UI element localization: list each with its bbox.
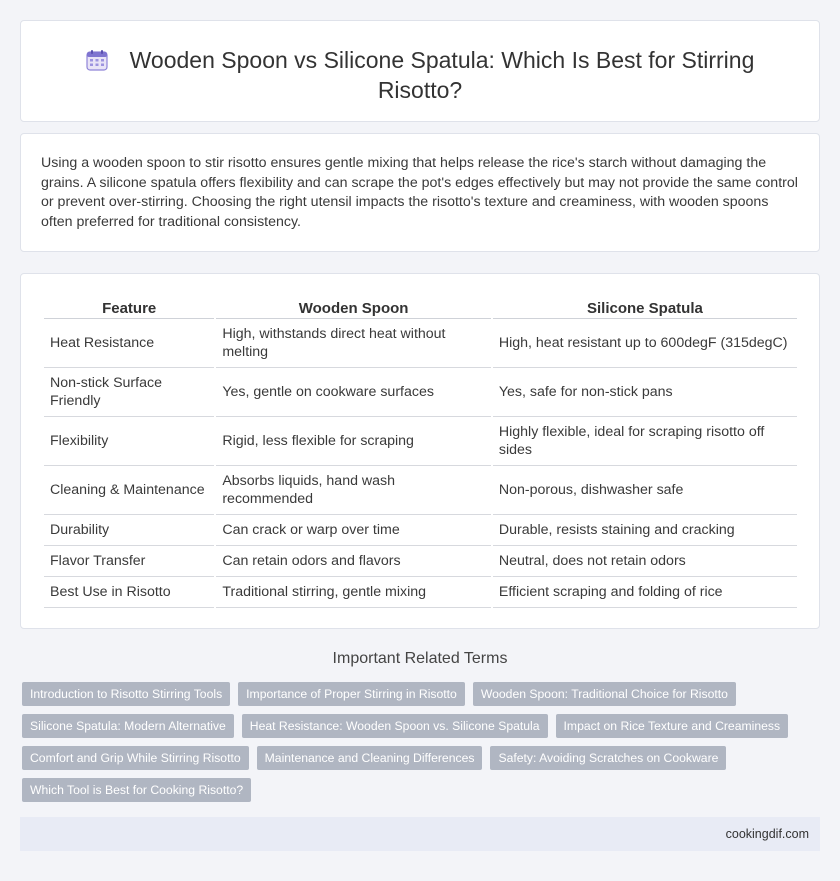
title-card [20,20,820,122]
table-row [44,368,797,417]
comparison-table [42,294,799,608]
feature-cell: Flavor Transfer [44,546,214,577]
related-term-tag[interactable]: Heat Resistance: Wooden Spoon vs. Silicone Spatula [242,714,548,738]
page-title: Wooden Spoon vs Silicone Spatula: Which Is Best for Stirring Risotto? [129,47,755,103]
table-row [44,577,797,608]
related-term-tag[interactable]: Which Tool is Best for Cooking Risotto? [22,778,251,802]
table-row [44,546,797,577]
intro-paragraph: Using a wooden spoon to stir risotto ensures gentle mixing that helps release the rice's starch without damaging the grains. A silicone spatula offers flexibility and can scrape the pot's edges effectively but may not provide the same control or prevent over-stirring. Choosing the right utensil impacts the risotto's texture and creaminess, with wooden spoons often preferred for traditional consistency. [41,155,798,230]
header-wooden-spoon: Wooden Spoon [216,294,491,319]
table-row [44,466,797,515]
comparison-card [20,273,820,629]
table-row [44,319,797,368]
feature-cell: Best Use in Risotto [44,577,214,608]
header-silicone-spatula: Silicone Spatula [493,294,797,319]
silicone-spatula-cell: Non-porous, dishwasher safe [493,466,797,515]
silicone-spatula-cell: Efficient scraping and folding of rice [493,577,797,608]
related-term-tag[interactable]: Impact on Rice Texture and Creaminess [556,714,789,738]
page-title-wrap [21,45,819,105]
feature-cell: Durability [44,515,214,546]
wooden-spoon-cell: Rigid, less flexible for scraping [216,417,491,466]
table-header-row [44,294,797,319]
table-row [44,515,797,546]
related-term-tag[interactable]: Importance of Proper Stirring in Risotto [238,682,465,706]
wooden-spoon-cell: Absorbs liquids, hand wash recommended [216,466,491,515]
related-term-tag[interactable]: Maintenance and Cleaning Differences [257,746,483,770]
feature-cell: Non-stick Surface Friendly [44,368,214,417]
related-terms-heading: Important Related Terms [332,650,508,667]
wooden-spoon-cell: Can crack or warp over time [216,515,491,546]
silicone-spatula-cell: Durable, resists staining and cracking [493,515,797,546]
related-term-tag[interactable]: Safety: Avoiding Scratches on Cookware [490,746,726,770]
header-feature: Feature [44,294,214,319]
wooden-spoon-cell: High, withstands direct heat without melting [216,319,491,368]
feature-cell: Heat Resistance [44,319,214,368]
wooden-spoon-cell: Can retain odors and flavors [216,546,491,577]
related-terms-list [22,682,802,810]
wooden-spoon-cell: Traditional stirring, gentle mixing [216,577,491,608]
silicone-spatula-cell: Highly flexible, ideal for scraping risotto off sides [493,417,797,466]
calendar-icon [86,49,108,71]
footer-site-link[interactable]: cookingdif.com [725,827,809,841]
table-row [44,417,797,466]
silicone-spatula-cell: High, heat resistant up to 600degF (315degC) [493,319,797,368]
feature-cell: Cleaning & Maintenance [44,466,214,515]
wooden-spoon-cell: Yes, gentle on cookware surfaces [216,368,491,417]
related-term-tag[interactable]: Introduction to Risotto Stirring Tools [22,682,230,706]
related-term-tag[interactable]: Wooden Spoon: Traditional Choice for Risotto [473,682,736,706]
silicone-spatula-cell: Yes, safe for non-stick pans [493,368,797,417]
related-term-tag[interactable]: Silicone Spatula: Modern Alternative [22,714,234,738]
feature-cell: Flexibility [44,417,214,466]
related-term-tag[interactable]: Comfort and Grip While Stirring Risotto [22,746,249,770]
footer-bar [20,817,820,851]
silicone-spatula-cell: Neutral, does not retain odors [493,546,797,577]
intro-card [20,133,820,252]
